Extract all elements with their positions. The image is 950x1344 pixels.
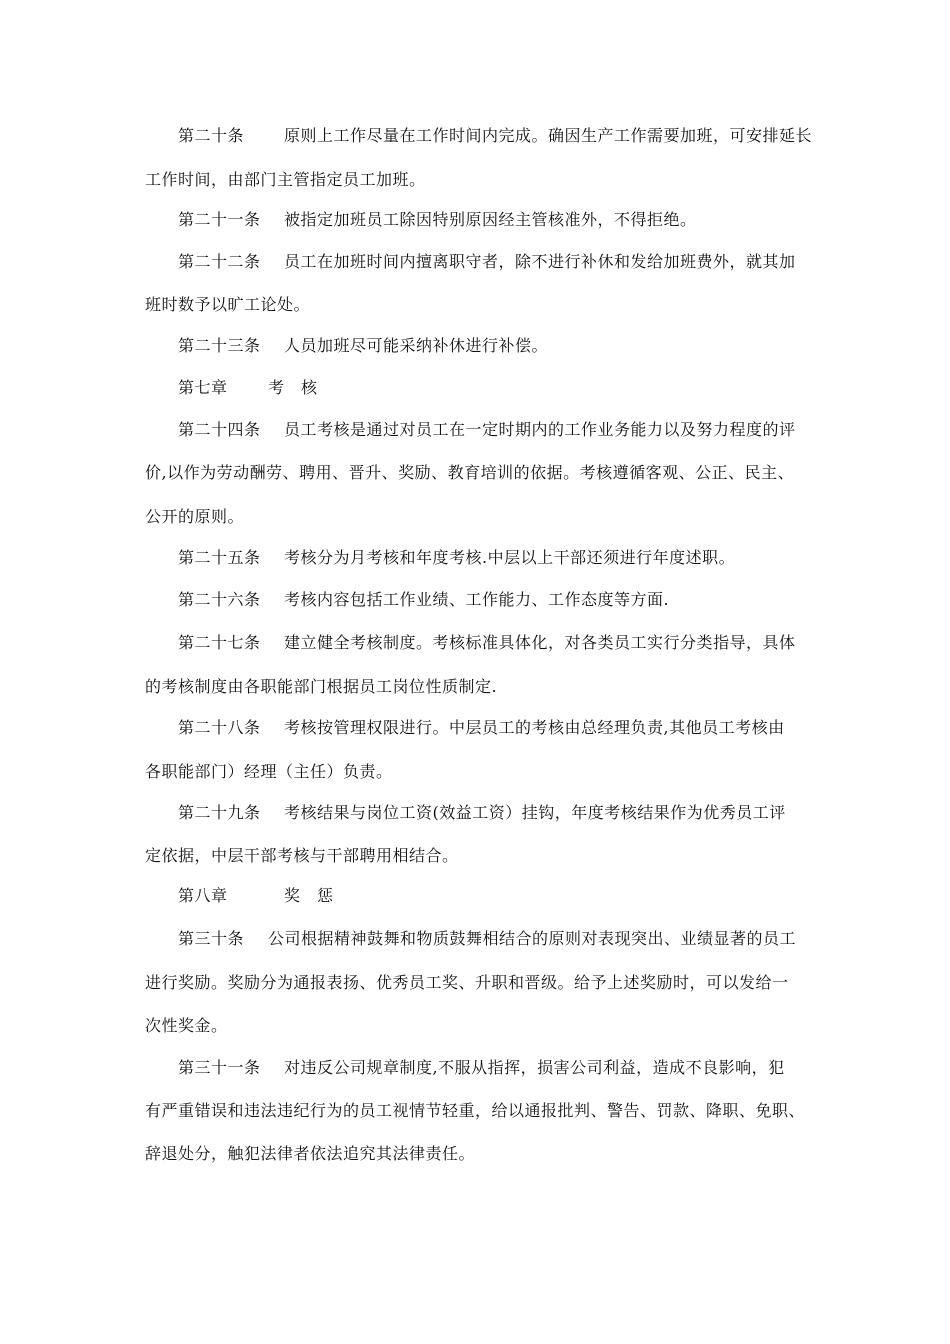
article-text: 公司根据精神鼓舞和物质鼓舞相结合的原则对表现突出、业绩显著的员工	[268, 929, 797, 948]
article-30-line-1	[178, 929, 796, 949]
article-20-line-1	[178, 126, 812, 146]
article-text: 有严重错误和违法违纪行为的员工视情节轻重，给以通报批判、警告、罚款、降职、免职、	[145, 1101, 806, 1120]
article-24-line-3	[145, 507, 244, 527]
article-text: 员工考核是通过对员工在一定时期内的工作业务能力以及努力程度的评	[284, 420, 796, 439]
article-text: 定依据，中层干部考核与干部聘用相结合。	[145, 846, 459, 865]
article-text: 班时数予以旷工论处。	[145, 295, 311, 314]
article-22-line-2	[145, 295, 310, 315]
article-label: 第三十条	[178, 929, 245, 948]
article-30-line-3	[145, 1016, 228, 1036]
article-label: 第二十三条	[178, 336, 261, 355]
article-31-line-2	[145, 1101, 805, 1121]
article-28-line-2	[145, 762, 393, 782]
article-27-line-2	[145, 677, 497, 697]
article-label: 第二十八条	[178, 718, 261, 737]
article-text: 公开的原则。	[145, 507, 245, 526]
article-text: 进行奖励。奖励分为通报表扬、优秀员工奖、升职和晋级。给予上述奖励时，可以发给一	[145, 973, 789, 992]
article-label: 第二十五条	[178, 548, 261, 567]
article-text: 考核分为月考核和年度考核.中层以上干部还须进行年度述职。	[284, 548, 736, 567]
article-text: 原则上工作尽量在工作时间内完成。确因生产工作需要加班，可安排延长	[284, 126, 813, 145]
article-29-line-1	[178, 803, 786, 823]
article-label: 第二十七条	[178, 633, 261, 652]
article-text: 对违反公司规章制度,不服从指挥，损害公司利益，造成不良影响，犯	[284, 1058, 785, 1077]
article-21-line-1	[178, 210, 697, 230]
article-text: 次性奖金。	[145, 1016, 228, 1035]
article-24-line-2	[145, 463, 794, 483]
article-text: 建立健全考核制度。考核标准具体化，对各类员工实行分类指导，具体	[284, 633, 796, 652]
article-text: 辞退处分，触犯法律者依法追究其法律责任。	[145, 1144, 476, 1163]
article-text: 价,以作为劳动酬劳、聘用、晋升、奖励、教育培训的依据。考核遵循客观、公正、民主、	[145, 463, 795, 482]
chapter-label: 第七章	[178, 378, 228, 397]
article-24-line-1	[178, 420, 796, 440]
article-20-line-2	[145, 170, 426, 190]
article-text: 人员加班尽可能采纳补休进行补偿。	[284, 336, 549, 355]
article-text: 考核内容包括工作业绩、工作能力、工作态度等方面.	[284, 590, 670, 609]
article-29-line-2	[145, 846, 459, 866]
article-27-line-1	[178, 633, 796, 653]
article-label: 第二十六条	[178, 590, 261, 609]
article-31-line-3	[145, 1144, 475, 1164]
chapter-8-heading	[178, 886, 334, 906]
article-text: 工作时间，由部门主管指定员工加班。	[145, 170, 426, 189]
article-text: 考核按管理权限进行。中层员工的考核由总经理负责,其他员工考核由	[284, 718, 785, 737]
article-31-line-1	[178, 1058, 785, 1078]
article-30-line-2	[145, 973, 789, 993]
chapter-title: 考 核	[268, 378, 318, 397]
article-label: 第二十四条	[178, 420, 261, 439]
chapter-7-heading	[178, 378, 318, 398]
chapter-label: 第八章	[178, 886, 228, 905]
article-26-line-1	[178, 590, 669, 610]
article-text: 员工在加班时间内擅离职守者，除不进行补休和发给加班费外，就其加	[284, 252, 796, 271]
chapter-title: 奖 惩	[284, 886, 334, 905]
article-25-line-1	[178, 548, 735, 568]
article-text: 考核结果与岗位工资(效益工资）挂钩，年度考核结果作为优秀员工评	[284, 803, 786, 822]
article-label: 第二十九条	[178, 803, 261, 822]
article-label: 第二十条	[178, 126, 245, 145]
article-text: 的考核制度由各职能部门根据员工岗位性质制定.	[145, 677, 498, 696]
article-text: 各职能部门）经理（主任）负责。	[145, 762, 393, 781]
article-28-line-1	[178, 718, 785, 738]
article-label: 第二十二条	[178, 252, 261, 271]
article-22-line-1	[178, 252, 796, 272]
article-label: 第二十一条	[178, 210, 261, 229]
article-label: 第三十一条	[178, 1058, 261, 1077]
article-text: 被指定加班员工除因特别原因经主管核准外，不得拒绝。	[284, 210, 697, 229]
article-23-line-1	[178, 336, 548, 356]
